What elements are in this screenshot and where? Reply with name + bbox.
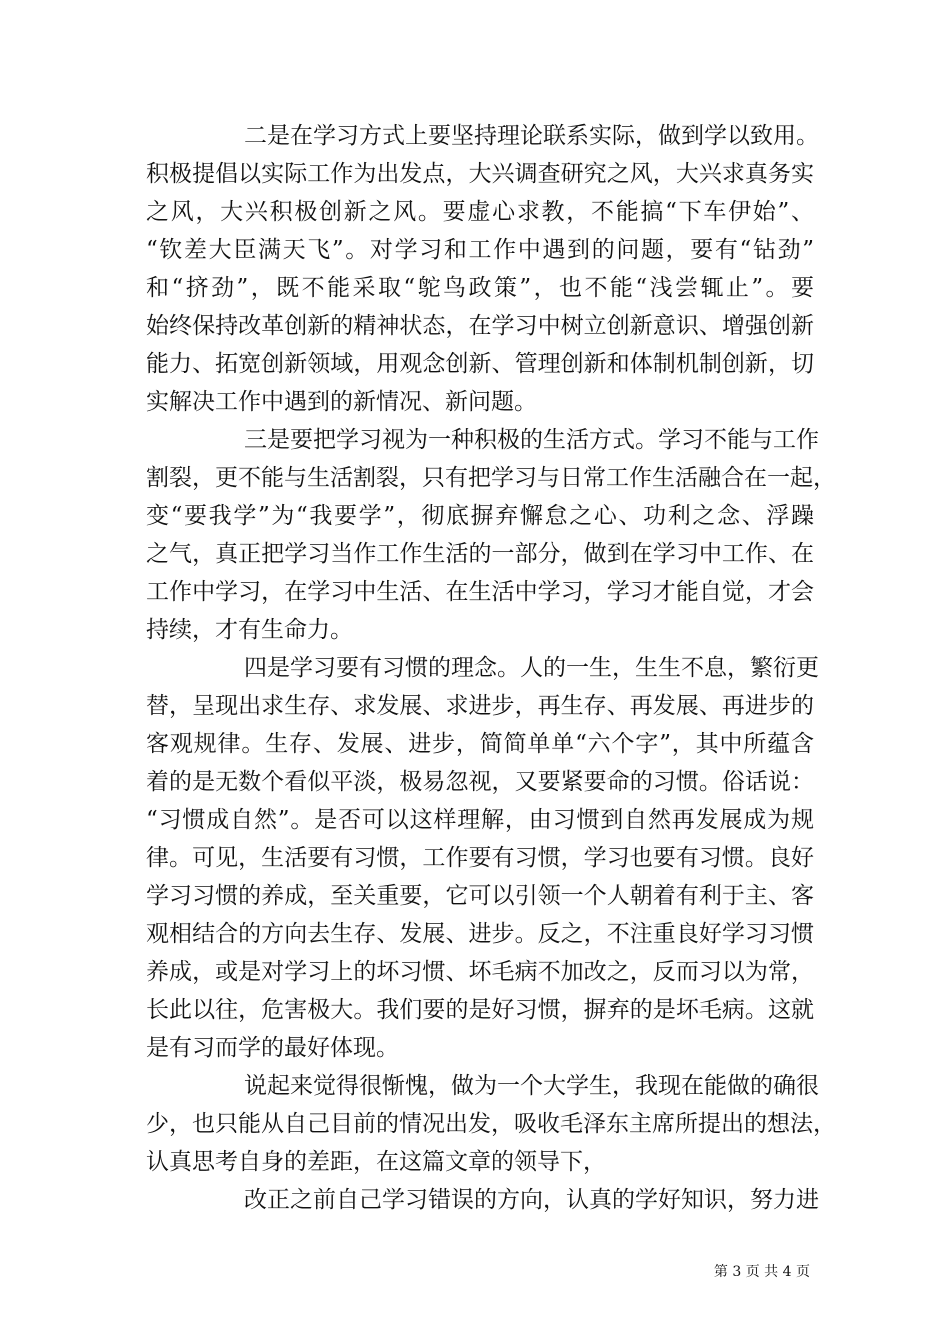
paragraph-2-line-6: 持续，才有生命力。 (146, 617, 353, 643)
paragraph-3-line-6: 律。可见，生活要有习惯，工作要有习惯，学习也要有习惯。良好 (146, 845, 814, 871)
paragraph-2-line-3: 变“要我学”为“我要学”，彻底摒弃懈怠之心、功利之念、浮躁 (146, 503, 814, 529)
paragraph-3-line-9: 养成，或是对学习上的坏习惯、坏毛病不加改之，反而习以为常， (146, 959, 814, 985)
paragraph-1-line-5: 和“挤劲”，既不能采取“鸵鸟政策”，也不能“浅尝辄止”。要 (146, 275, 814, 301)
paragraph-1-line-1: 二是在学习方式上要坚持理论联系实际，做到学以致用。 (244, 123, 819, 149)
paragraph-2-line-2: 割裂，更不能与生活割裂，只有把学习与日常工作生活融合在一起， (146, 465, 836, 491)
paragraph-4-line-3: 认真思考自身的差距，在这篇文章的领导下， (146, 1149, 606, 1175)
paragraph-1-line-2: 积极提倡以实际工作为出发点，大兴调查研究之风，大兴求真务实 (146, 161, 814, 187)
page-number-footer: 第 3 页 共 4 页 (713, 1264, 810, 1280)
paragraph-4-line-2: 少，也只能从自己目前的情况出发，吸收毛泽东主席所提出的想法， (146, 1111, 836, 1137)
paragraph-5-line-1: 改正之前自己学习错误的方向，认真的学好知识，努力进 (244, 1187, 819, 1213)
paragraph-3-line-10: 长此以往，危害极大。我们要的是好习惯，摒弃的是坏毛病。这就 (146, 997, 814, 1023)
paragraph-3-line-1: 四是学习要有习惯的理念。人的一生，生生不息，繁衍更 (244, 655, 819, 681)
paragraph-1-line-7: 能力、拓宽创新领域，用观念创新、管理创新和体制机制创新，切 (146, 351, 814, 377)
paragraph-1-line-4: “钦差大臣满天飞”。对学习和工作中遇到的问题，要有“钻劲” (146, 237, 814, 263)
paragraph-3-line-8: 观相结合的方向去生存、发展、进步。反之，不注重良好学习习惯 (146, 921, 814, 947)
paragraph-4-line-1: 说起来觉得很惭愧，做为一个大学生，我现在能做的确很 (244, 1073, 819, 1099)
paragraph-3-line-2: 替，呈现出求生存、求发展、求进步，再生存、再发展、再进步的 (146, 693, 814, 719)
paragraph-2-line-5: 工作中学习，在学习中生活、在生活中学习，学习才能自觉，才会 (146, 579, 814, 605)
paragraph-1-line-8: 实解决工作中遇到的新情况、新问题。 (146, 389, 537, 415)
paragraph-3-line-3: 客观规律。生存、发展、进步，简简单单“六个字”，其中所蕴含 (146, 731, 814, 757)
paragraph-3-line-7: 学习习惯的养成，至关重要，它可以引领一个人朝着有利于主、客 (146, 883, 814, 909)
paragraph-1-line-6: 始终保持改革创新的精神状态，在学习中树立创新意识、增强创新 (146, 313, 814, 339)
paragraph-2-line-1: 三是要把学习视为一种积极的生活方式。学习不能与工作 (244, 427, 819, 453)
paragraph-3-line-11: 是有习而学的最好体现。 (146, 1035, 399, 1061)
paragraph-3-line-4: 着的是无数个看似平淡，极易忽视，又要紧要命的习惯。俗话说： (146, 769, 814, 795)
paragraph-1-line-3: 之风，大兴积极创新之风。要虚心求教，不能搞“下车伊始”、 (146, 199, 814, 225)
paragraph-2-line-4: 之气，真正把学习当作工作生活的一部分，做到在学习中工作、在 (146, 541, 814, 567)
paragraph-3-line-5: “习惯成自然”。是否可以这样理解，由习惯到自然再发展成为规 (146, 807, 814, 833)
